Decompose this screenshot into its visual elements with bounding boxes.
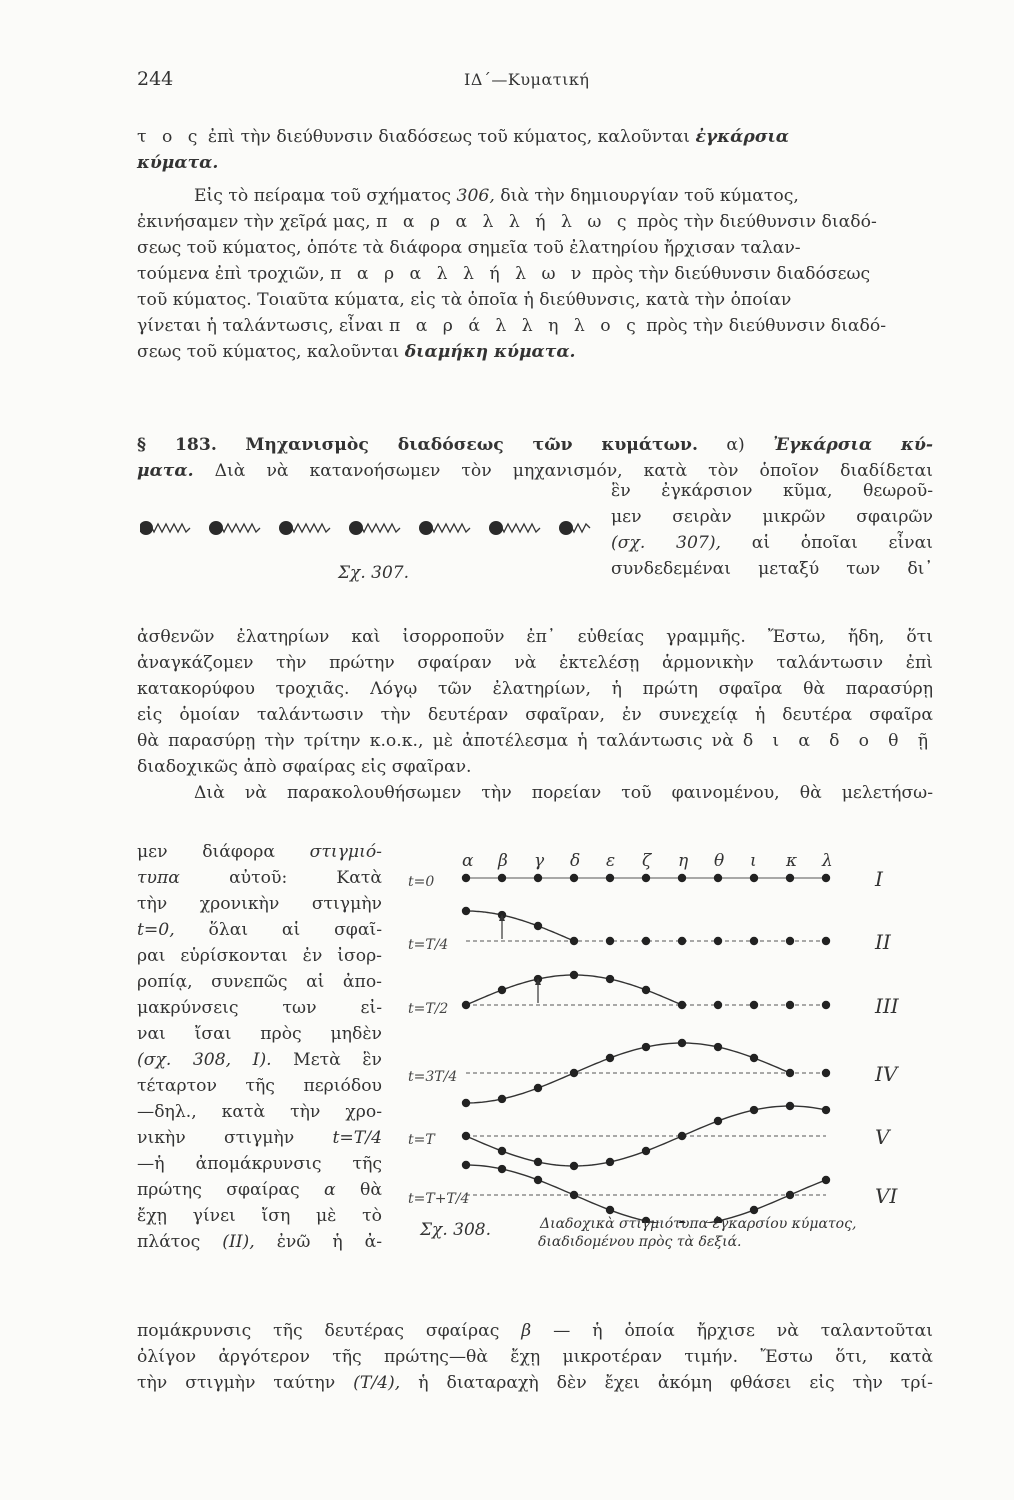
ball <box>606 975 614 983</box>
ball <box>786 1102 794 1110</box>
text-line: ἀναγκάζομεν τὴν πρώτην σφαίραν νὰ ἐκτελέσῃ ἁρμονικὴν ταλάντωσιν ἐπὶ <box>137 653 933 673</box>
ball <box>786 937 794 945</box>
figure-307-caption: Σχ. 307. <box>338 563 409 583</box>
text: Εἰς τὸ πείραμα τοῦ σχήματος <box>194 186 452 206</box>
snapshot-row <box>408 971 900 1018</box>
figure-ref: 307), <box>676 533 722 553</box>
ball <box>642 986 650 994</box>
snapshot-row <box>408 1161 898 1223</box>
ball <box>570 1162 578 1170</box>
text-line: μακρύνσεις των εἰ- <box>137 998 382 1018</box>
text: πλάτος <box>137 1232 201 1252</box>
ball-label: κ <box>786 851 798 871</box>
row-label: V <box>875 1125 890 1149</box>
text-line: διαδοχικῶς ἀπὸ σφαίρας εἰς σφαῖραν. <box>137 757 472 777</box>
text: πρὸς τὴν διεύθυνσιν διαδό- <box>636 212 877 232</box>
caption-number: Σχ. 308. <box>420 1220 491 1240</box>
time-label: t=T/4 <box>408 937 449 953</box>
ball <box>786 1069 794 1077</box>
subsection-title: Ἐγκάρσια κύ- <box>773 435 934 455</box>
ball <box>678 1039 686 1047</box>
paragraph-intro <box>137 124 933 176</box>
text-line: —δηλ., κατὰ τὴν χρο- <box>137 1102 382 1122</box>
ball <box>822 874 830 882</box>
text: αἱ ὁποῖαι εἶναι <box>751 533 933 553</box>
spaced-word: τ ο ς <box>137 127 203 147</box>
left-column <box>137 839 382 1255</box>
ball <box>462 874 470 882</box>
row-label: VI <box>875 1184 898 1208</box>
ball-label-row <box>462 851 833 871</box>
figure-ref: 306, <box>456 186 495 206</box>
ball <box>678 937 686 945</box>
ball <box>570 1191 578 1199</box>
ball <box>498 986 506 994</box>
ball <box>498 1165 506 1173</box>
emphasis: διαμήκη κύματα. <box>404 342 576 362</box>
text: ὅλαι αἱ σφαῖ- <box>208 920 382 940</box>
text-line: τὴν χρονικὴν στιγμὴν <box>137 894 382 914</box>
ball <box>462 1099 470 1107</box>
figure-ref: (σχ. <box>137 1050 172 1070</box>
snapshot-row <box>408 1102 892 1170</box>
ball <box>822 1069 830 1077</box>
caption-line: διαδιδομένου πρὸς τὰ δεξιά. <box>538 1234 742 1250</box>
ball <box>750 1206 758 1214</box>
ball <box>462 1161 470 1169</box>
ball <box>678 1001 686 1009</box>
section-183 <box>137 432 933 484</box>
text-line: ἓν ἐγκάρσιον κῦμα, θεωροῦ- <box>611 481 933 501</box>
text: ἐνῶ ἡ ἀ- <box>276 1232 383 1252</box>
text: ἐπὶ τὴν διεύθυνσιν διαδόσεως τοῦ κύματος, καλοῦνται <box>207 127 691 147</box>
ball-label: ε <box>606 851 616 871</box>
ball <box>498 874 506 882</box>
ball <box>606 1158 614 1166</box>
text: αὐτοῦ: Κατὰ <box>229 868 382 888</box>
text-line: —ἡ ἀπομάκρυνσις τῆς <box>137 1154 382 1174</box>
ball <box>822 1106 830 1114</box>
wave-snapshots <box>408 867 900 1223</box>
ball-label: γ <box>534 851 545 871</box>
text-line: κατακορύφου τροχιᾶς. Λόγῳ τῶν ἐλατηρίων, ἡ πρώτη σφαῖρα θὰ παρασύρῃ <box>137 679 933 699</box>
text-line: ἀσθενῶν ἐλατηρίων καὶ ἰσορροποῦν ἐπ᾽ εὐθείας γραμμῆς. Ἔστω, ἤδη, ὅτι <box>137 627 933 647</box>
ball <box>642 937 650 945</box>
spaced-word: π α ρ α λ λ ή λ ω ν <box>330 264 587 284</box>
text: πρὸς τὴν διεύθυνσιν διαδόσεως <box>591 264 871 284</box>
ball <box>462 1001 470 1009</box>
ball <box>462 1132 470 1140</box>
time-label: t=T/2 <box>408 1001 449 1017</box>
wave-curve <box>466 1165 826 1223</box>
sphere <box>279 521 293 535</box>
caption-line: Διαδοχικὰ στιγμιότυπα ἐγκαρσίου κύματος, <box>540 1216 857 1232</box>
ball-label: ζ <box>642 851 652 871</box>
time-label: t=0 <box>408 874 435 890</box>
text: πρὸς τὴν διεύθυνσιν διαδό- <box>646 316 887 336</box>
ball <box>822 1176 830 1184</box>
ball <box>678 874 686 882</box>
text: νικὴν στιγμὴν <box>137 1128 295 1148</box>
ball-label: η <box>678 851 689 871</box>
ball <box>822 937 830 945</box>
sphere <box>349 521 363 535</box>
ball <box>678 1132 686 1140</box>
ball <box>750 874 758 882</box>
ball <box>498 1147 506 1155</box>
ball <box>498 1095 506 1103</box>
ball <box>750 937 758 945</box>
text: πομάκρυνσις τῆς δευτέρας σφαίρας <box>137 1321 500 1341</box>
ball <box>570 937 578 945</box>
text: γίνεται ἡ ταλάντωσις, εἶναι <box>137 316 384 336</box>
subsection-title: ματα. <box>137 461 194 481</box>
text-line: τοῦ κύματος. Τοιαῦτα κύματα, εἰς τὰ ὁποῖα ἡ διεύθυνσις, κατὰ τὴν ὁποίαν <box>137 290 792 310</box>
time-label: t=T+T/4 <box>408 1191 470 1207</box>
side-text-307 <box>611 478 933 582</box>
ball <box>714 1001 722 1009</box>
snapshot-row <box>408 907 892 954</box>
ball-label: α <box>462 851 474 871</box>
emphasis: στιγμιό- <box>309 842 382 862</box>
figure-307 <box>140 506 602 586</box>
paragraph-mechanism <box>137 624 933 806</box>
ball-label: β <box>498 851 508 871</box>
section-number: § 183. <box>137 435 217 455</box>
sphere <box>489 521 503 535</box>
text: α) <box>726 435 745 455</box>
spaced-word: π α ρ ά λ λ η λ ο ς <box>388 316 641 336</box>
text: Διὰ νὰ κατανοήσωμεν τὸν μηχανισμόν, κατὰ τὸν ὁποῖον διαδίδεται <box>214 461 933 481</box>
text-line: σεως τοῦ κύματος, ὁπότε τὰ διάφορα σημεῖα τοῦ ἐλατηρίου ἤρχισαν ταλαν- <box>137 238 801 258</box>
ball <box>462 907 470 915</box>
ball <box>714 874 722 882</box>
symbol: α <box>324 1180 336 1200</box>
paragraph-closing <box>137 1318 933 1396</box>
text-line: μεν σειρὰν μικρῶν σφαιρῶν <box>611 507 933 527</box>
figure-ref: 308, <box>192 1050 232 1070</box>
paragraph-experiment <box>137 183 933 365</box>
row-label: IV <box>875 1062 898 1086</box>
formula: (T/4), <box>353 1373 401 1393</box>
ball <box>534 1176 542 1184</box>
ball <box>534 1084 542 1092</box>
formula: t=T/4 <box>332 1128 382 1148</box>
figure-ref: (II), <box>222 1232 255 1252</box>
emphasis: τυπα <box>137 868 180 888</box>
emphasis: κύματα. <box>137 153 219 173</box>
ball <box>642 874 650 882</box>
text: τὴν στιγμὴν ταύτην <box>137 1373 336 1393</box>
ball-label: δ <box>570 851 581 871</box>
row-label: III <box>875 994 899 1018</box>
ball-label: λ <box>822 851 833 871</box>
ball <box>822 1001 830 1009</box>
text-line: ραι εὑρίσκονται ἐν ἰσορ- <box>137 946 382 966</box>
time-label: t=3T/4 <box>408 1069 458 1085</box>
ball <box>606 1206 614 1214</box>
text: σεως τοῦ κύματος, καλοῦνται <box>137 342 400 362</box>
figure-ref: (σχ. <box>611 533 646 553</box>
ball <box>786 1191 794 1199</box>
symbol: β <box>521 1321 532 1341</box>
text: μεν διάφορα <box>137 842 275 862</box>
text: — ἡ ὁποία ἤρχισε νὰ ταλαντοῦται <box>553 1321 933 1341</box>
ball <box>750 1106 758 1114</box>
text: διὰ τὴν δημιουργίαν τοῦ κύματος, <box>500 186 799 206</box>
figure-308 <box>400 838 940 1223</box>
ball <box>570 971 578 979</box>
section-title: Μηχανισμὸς διαδόσεως τῶν κυμάτων. <box>245 435 698 455</box>
text-line: Διὰ νὰ παρακολουθήσωμεν τὴν πορείαν τοῦ φαινομένου, θὰ μελετήσω- <box>194 783 933 803</box>
sphere <box>209 521 223 535</box>
text-line: εἰς ὁμοίαν ταλάντωσιν τὴν δευτέραν σφαῖραν, ἐν συνεχείᾳ ἡ δευτέρα σφαῖρα <box>137 705 933 725</box>
text-line: τέταρτον τῆς περιόδου <box>137 1076 382 1096</box>
text: πρώτης σφαίρας <box>137 1180 300 1200</box>
text-line: ὀλίγον ἀργότερον τῆς πρώτης—θὰ ἔχῃ μικροτέραν τιμήν. Ἔστω ὅτι, κατὰ <box>137 1347 933 1367</box>
time-label: t=T <box>408 1132 435 1148</box>
text-line: ροπίᾳ, συνεπῶς αἱ ἀπο- <box>137 972 382 992</box>
text: τούμενα ἐπὶ τροχιῶν, <box>137 264 325 284</box>
wave-curve <box>466 1106 826 1166</box>
emphasis: ἐγκάρσια <box>695 127 790 147</box>
ball <box>714 937 722 945</box>
ball <box>714 1043 722 1051</box>
page-number: 244 <box>137 68 174 90</box>
text-line: συνδεδεμέναι μεταξύ των δι᾽ <box>611 559 933 579</box>
ball <box>714 1117 722 1125</box>
text-line: ἔχῃ γίνει ἴση μὲ τὸ <box>137 1206 382 1226</box>
text: θὰ <box>360 1180 382 1200</box>
ball <box>534 874 542 882</box>
text: θὰ παρασύρῃ τὴν τρίτην κ.ο.κ., μὲ ἀποτέλεσμα ἡ ταλάντωσις νὰ <box>137 731 734 751</box>
ball <box>606 937 614 945</box>
ball <box>786 874 794 882</box>
text: Μετὰ ἓν <box>293 1050 382 1070</box>
ball-label: θ <box>714 851 725 871</box>
wave-curve <box>466 911 574 941</box>
formula: t=0, <box>137 920 175 940</box>
sphere <box>140 521 153 535</box>
ball <box>534 1158 542 1166</box>
text: ἡ διαταραχὴ δὲν ἔχει ἀκόμη φθάσει εἰς τὴν τρί- <box>418 1373 933 1393</box>
ball <box>570 1069 578 1077</box>
sphere <box>419 521 433 535</box>
ball <box>570 874 578 882</box>
ball <box>750 1001 758 1009</box>
spaced-word: π α ρ α λ λ ή λ ω ς <box>376 212 632 232</box>
ball <box>750 1054 758 1062</box>
ball <box>534 922 542 930</box>
ball-label: ι <box>750 851 757 871</box>
text: ἐκινήσαμεν τὴν χεῖρά μας, <box>137 212 371 232</box>
ball <box>786 1001 794 1009</box>
text-line: ναι ἴσαι πρὸς μηδὲν <box>137 1024 382 1044</box>
sphere <box>559 521 573 535</box>
snapshot-row <box>408 1039 900 1107</box>
ball <box>642 1043 650 1051</box>
row-label: II <box>875 930 891 954</box>
spaced-word: δ ι α δ ο θ ῇ <box>742 731 933 751</box>
running-head: ΙΔ΄—Κυματική <box>464 70 590 89</box>
figure-ref: I). <box>252 1050 272 1070</box>
row-label: I <box>875 867 883 891</box>
ball <box>606 874 614 882</box>
ball <box>606 1054 614 1062</box>
ball <box>642 1147 650 1155</box>
